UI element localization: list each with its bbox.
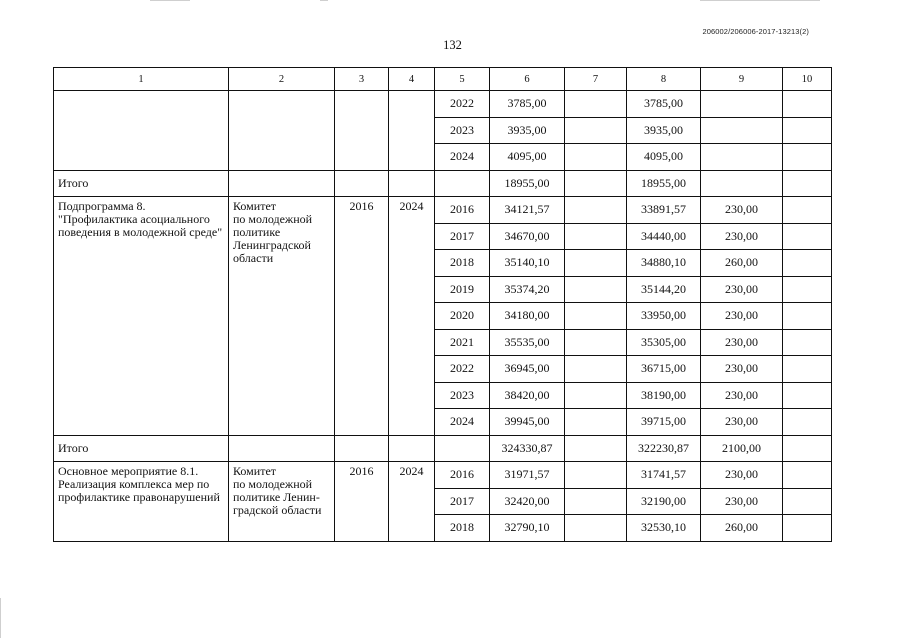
column-header: 3 <box>335 68 389 91</box>
total-cell: 324330,87 <box>490 435 565 462</box>
col8-cell: 31741,57 <box>627 462 701 489</box>
table-row <box>54 197 832 224</box>
total-cell: 38420,00 <box>490 382 565 409</box>
col10-cell <box>783 515 832 542</box>
col8-cell: 39715,00 <box>627 409 701 436</box>
col10-cell <box>783 117 832 144</box>
col10-cell <box>783 409 832 436</box>
program-name: Подпрограмма 8. "Профилактика асоциального поведения в молодежной среде" <box>54 197 229 436</box>
year-cell: 2017 <box>435 223 490 250</box>
col10-cell <box>783 435 832 462</box>
page-number: 132 <box>443 38 462 52</box>
total-cell: 4095,00 <box>490 144 565 171</box>
total-label: Итого <box>54 435 229 462</box>
col9-cell: 230,00 <box>701 303 783 330</box>
total-cell: 34121,57 <box>490 197 565 224</box>
col8-cell: 38190,00 <box>627 382 701 409</box>
col7-cell <box>565 91 627 118</box>
total-row <box>54 170 832 197</box>
total-cell: 34180,00 <box>490 303 565 330</box>
col7-cell <box>565 409 627 436</box>
column-header: 10 <box>783 68 832 91</box>
col9-cell: 230,00 <box>701 488 783 515</box>
year-cell: 2018 <box>435 515 490 542</box>
document-id: 206002/206006-2017-13213(2) <box>702 27 809 36</box>
year-cell: 2019 <box>435 276 490 303</box>
total-label: Итого <box>54 170 229 197</box>
header-row <box>54 68 832 91</box>
column-header: 7 <box>565 68 627 91</box>
total-cell: 39945,00 <box>490 409 565 436</box>
year-cell: 2018 <box>435 250 490 277</box>
col9-cell <box>701 170 783 197</box>
total-cell: 31971,57 <box>490 462 565 489</box>
executor-cell <box>229 170 335 197</box>
col10-cell <box>783 250 832 277</box>
col8-cell: 33950,00 <box>627 303 701 330</box>
total-cell: 34670,00 <box>490 223 565 250</box>
total-row <box>54 435 832 462</box>
total-cell: 18955,00 <box>490 170 565 197</box>
column-header: 2 <box>229 68 335 91</box>
col10-cell <box>783 197 832 224</box>
col9-cell: 230,00 <box>701 276 783 303</box>
col7-cell <box>565 462 627 489</box>
table-body <box>54 68 832 542</box>
col10-cell <box>783 144 832 171</box>
column-header: 6 <box>490 68 565 91</box>
col9-cell: 230,00 <box>701 223 783 250</box>
year-cell: 2022 <box>435 356 490 383</box>
col9-cell <box>701 144 783 171</box>
col8-cell: 32190,00 <box>627 488 701 515</box>
year-cell: 2021 <box>435 329 490 356</box>
col9-cell: 260,00 <box>701 250 783 277</box>
col7-cell <box>565 250 627 277</box>
executor-name: Комитет по молодежной политике Ленинградской области <box>229 197 335 436</box>
total-cell: 32790,10 <box>490 515 565 542</box>
col10-cell <box>783 303 832 330</box>
total-cell: 35374,20 <box>490 276 565 303</box>
col10-cell <box>783 356 832 383</box>
column-header: 9 <box>701 68 783 91</box>
col8-cell: 35305,00 <box>627 329 701 356</box>
executor-name: Комитет по молодежной политике Ленин- градской области <box>229 462 335 542</box>
program-name: Основное мероприятие 8.1. Реализация комплекса мер по профилактике правонарушений <box>54 462 229 542</box>
col8-cell: 34440,00 <box>627 223 701 250</box>
table-row <box>54 462 832 489</box>
total-cell: 35140,10 <box>490 250 565 277</box>
year-cell: 2024 <box>435 144 490 171</box>
col9-cell: 230,00 <box>701 462 783 489</box>
end-year <box>389 91 435 171</box>
start-year: 2016 <box>335 197 389 436</box>
col9-cell: 230,00 <box>701 197 783 224</box>
year-cell <box>435 170 490 197</box>
table-row <box>54 91 832 118</box>
col10-cell <box>783 462 832 489</box>
col9-cell: 2100,00 <box>701 435 783 462</box>
col7-cell <box>565 197 627 224</box>
end-year: 2024 <box>389 462 435 542</box>
col9-cell: 260,00 <box>701 515 783 542</box>
col7-cell <box>565 515 627 542</box>
col8-cell: 322230,87 <box>627 435 701 462</box>
col8-cell: 34880,10 <box>627 250 701 277</box>
end-year-cell <box>389 435 435 462</box>
col9-cell <box>701 91 783 118</box>
executor-name <box>229 91 335 171</box>
total-cell: 3935,00 <box>490 117 565 144</box>
column-header: 4 <box>389 68 435 91</box>
col8-cell: 35144,20 <box>627 276 701 303</box>
col8-cell: 36715,00 <box>627 356 701 383</box>
col10-cell <box>783 91 832 118</box>
col9-cell: 230,00 <box>701 382 783 409</box>
col7-cell <box>565 223 627 250</box>
scan-mark <box>0 598 1 638</box>
year-cell: 2020 <box>435 303 490 330</box>
start-year: 2016 <box>335 462 389 542</box>
start-year <box>335 91 389 171</box>
year-cell: 2023 <box>435 382 490 409</box>
col7-cell <box>565 303 627 330</box>
col9-cell: 230,00 <box>701 329 783 356</box>
col7-cell <box>565 488 627 515</box>
executor-cell <box>229 435 335 462</box>
col8-cell: 32530,10 <box>627 515 701 542</box>
col10-cell <box>783 223 832 250</box>
year-cell: 2022 <box>435 91 490 118</box>
col7-cell <box>565 382 627 409</box>
year-cell: 2017 <box>435 488 490 515</box>
col9-cell <box>701 117 783 144</box>
total-cell: 35535,00 <box>490 329 565 356</box>
col8-cell: 18955,00 <box>627 170 701 197</box>
col9-cell: 230,00 <box>701 356 783 383</box>
total-cell: 32420,00 <box>490 488 565 515</box>
scan-mark <box>320 0 328 1</box>
column-header: 8 <box>627 68 701 91</box>
column-header: 1 <box>54 68 229 91</box>
total-cell: 36945,00 <box>490 356 565 383</box>
col9-cell: 230,00 <box>701 409 783 436</box>
col7-cell <box>565 356 627 383</box>
start-year-cell <box>335 170 389 197</box>
col10-cell <box>783 170 832 197</box>
total-cell: 3785,00 <box>490 91 565 118</box>
col10-cell <box>783 329 832 356</box>
col7-cell <box>565 435 627 462</box>
col10-cell <box>783 276 832 303</box>
year-cell <box>435 435 490 462</box>
col8-cell: 4095,00 <box>627 144 701 171</box>
year-cell: 2016 <box>435 197 490 224</box>
year-cell: 2024 <box>435 409 490 436</box>
start-year-cell <box>335 435 389 462</box>
col7-cell <box>565 276 627 303</box>
col8-cell: 3785,00 <box>627 91 701 118</box>
column-header: 5 <box>435 68 490 91</box>
col10-cell <box>783 488 832 515</box>
year-cell: 2016 <box>435 462 490 489</box>
program-name <box>54 91 229 171</box>
col7-cell <box>565 144 627 171</box>
col7-cell <box>565 170 627 197</box>
scan-mark <box>700 0 820 1</box>
col8-cell: 3935,00 <box>627 117 701 144</box>
col8-cell: 33891,57 <box>627 197 701 224</box>
col7-cell <box>565 329 627 356</box>
scan-mark <box>150 0 190 1</box>
end-year-cell <box>389 170 435 197</box>
end-year: 2024 <box>389 197 435 436</box>
year-cell: 2023 <box>435 117 490 144</box>
budget-table <box>53 67 832 542</box>
col10-cell <box>783 382 832 409</box>
col7-cell <box>565 117 627 144</box>
